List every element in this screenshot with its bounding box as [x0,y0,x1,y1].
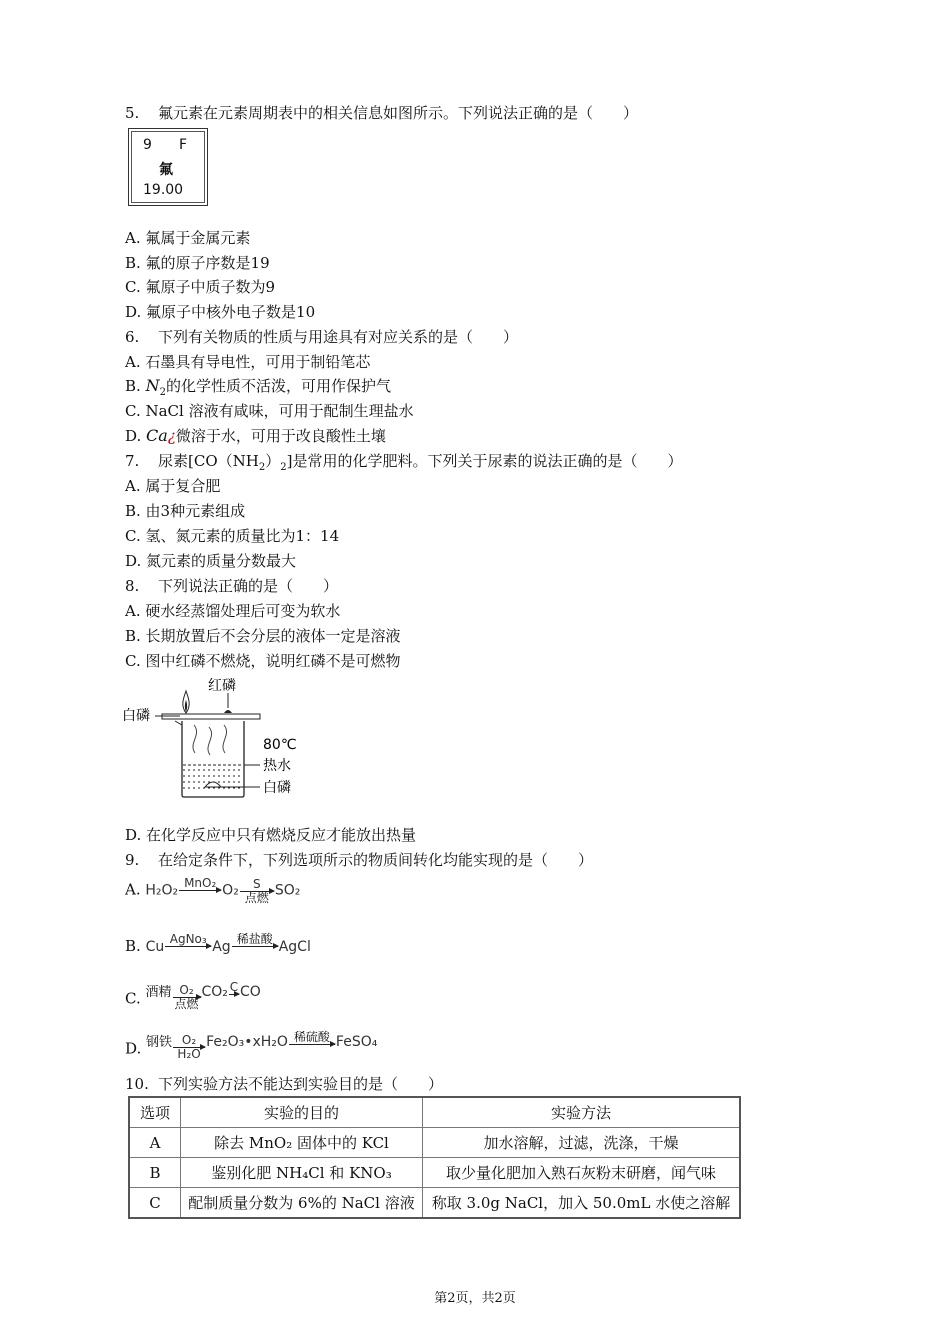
q5-option-b: B. 氟的原子序数是19 [125,254,270,272]
table-row: A 除去 MnO₂ 固体中的 KCl 加水溶解，过滤，洗涤，干燥 [129,1128,740,1158]
q6-option-b: B. $N_2$的化学性质不活泼，可用作保护气 [125,376,391,398]
element-card-fluorine [128,128,208,206]
q5-option-c: C. 氟原子中质子数为9 [125,278,276,296]
q9-option-c: C. 酒精 O₂ 点燃 CO₂ C CO [125,979,261,1011]
q9-option-b: B. Cu AgNo₃ Ag 稀盐酸 AgCl [125,932,311,955]
q6-option-d: D. Ca¿微溶于水，可用于改良酸性土壤 [125,426,386,445]
q9-option-a: A. H₂O₂ MnO₂ O₂ S 点燃 SO₂ [125,875,301,905]
label-white-phosphorus-bottom: 白磷 [263,780,291,796]
q5-stem: 5. 氟元素在元素周期表中的相关信息如图所示。下列说法正确的是（ ） [125,104,639,122]
table-row: B 鉴别化肥 NH₄Cl 和 KNO₃ 取少量化肥加入熟石灰粉末研磨，闻气味 [129,1158,740,1188]
q8-option-c: C. 图中红磷不燃烧，说明红磷不是可燃物 [125,652,401,670]
q7-option-b: B. 由3种元素组成 [125,502,246,520]
q9-stem: 9. 在给定条件下，下列选项所示的物质间转化均能实现的是（ ） [125,851,594,869]
table-header-row [129,1097,740,1128]
white-phosphorus-icon [205,782,221,787]
q8-option-a: A. 硬水经蒸馏处理后可变为软水 [125,602,341,620]
label-red-phosphorus: 红磷 [208,678,236,694]
red-phosphorus-icon [224,710,232,713]
q8-option-d: D. 在化学反应中只有燃烧反应才能放出热量 [125,826,417,844]
page-footer: 第2页，共2页 [434,1291,516,1306]
steam-icon [193,725,197,753]
q7-stem: 7. 尿素$[CO(NH_2)_2]$是常用的化学肥料。下列关于尿素的说法正确的是（ ） [125,452,683,473]
q7-option-c: C. 氢、氮元素的质量比为1：14 [125,527,340,545]
q8-stem: 8. 下列说法正确的是（ ） [125,577,339,595]
atomic-mass: 19.00 [143,182,184,198]
q10-stem: 10. 下列实验方法不能达到实验目的是（ ） [125,1075,444,1093]
q7-option-d: D. 氮元素的质量分数最大 [125,552,297,570]
q6-option-c: C. NaCl 溶液有咸味，可用于配制生理盐水 [125,402,414,420]
q5-option-a: A. 氟属于金属元素 [125,229,251,247]
label-hot-water: 热水 [263,758,291,774]
element-name: 氟 [159,162,173,178]
q7-option-a: A. 属于复合肥 [125,477,221,495]
q6-stem: 6. 下列有关物质的性质与用途具有对应关系的是（ ） [125,328,519,346]
experiment-table [128,1096,741,1219]
q9-option-d: D. 钢铁 $\frac{\text{O₂}}{\text{H₂O}}$ Fe₂O₃•xH₂O 稀硫酸 FeSO₄ [125,1029,378,1061]
label-white-phosphorus-top: 白磷 [122,708,150,724]
label-temperature: 80℃ [263,737,297,753]
q6-option-a: A. 石墨具有导电性，可用于制铅笔芯 [125,353,371,371]
header-purpose: 实验的目的 [181,1097,423,1128]
atomic-number: 9 [143,137,152,153]
header-option: 选项 [129,1097,181,1128]
combustion-experiment-figure [120,673,320,808]
table-row: C 配制质量分数为 6%的 NaCl 溶液 称取 3.0g NaCl，加入 50.0mL 水使之溶解 [129,1188,740,1219]
element-symbol: F [179,137,188,153]
header-method: 实验方法 [423,1097,741,1128]
q8-option-b: B. 长期放置后不会分层的液体一定是溶液 [125,627,401,645]
q5-option-d: D. 氟原子中核外电子数是10 [125,303,316,321]
